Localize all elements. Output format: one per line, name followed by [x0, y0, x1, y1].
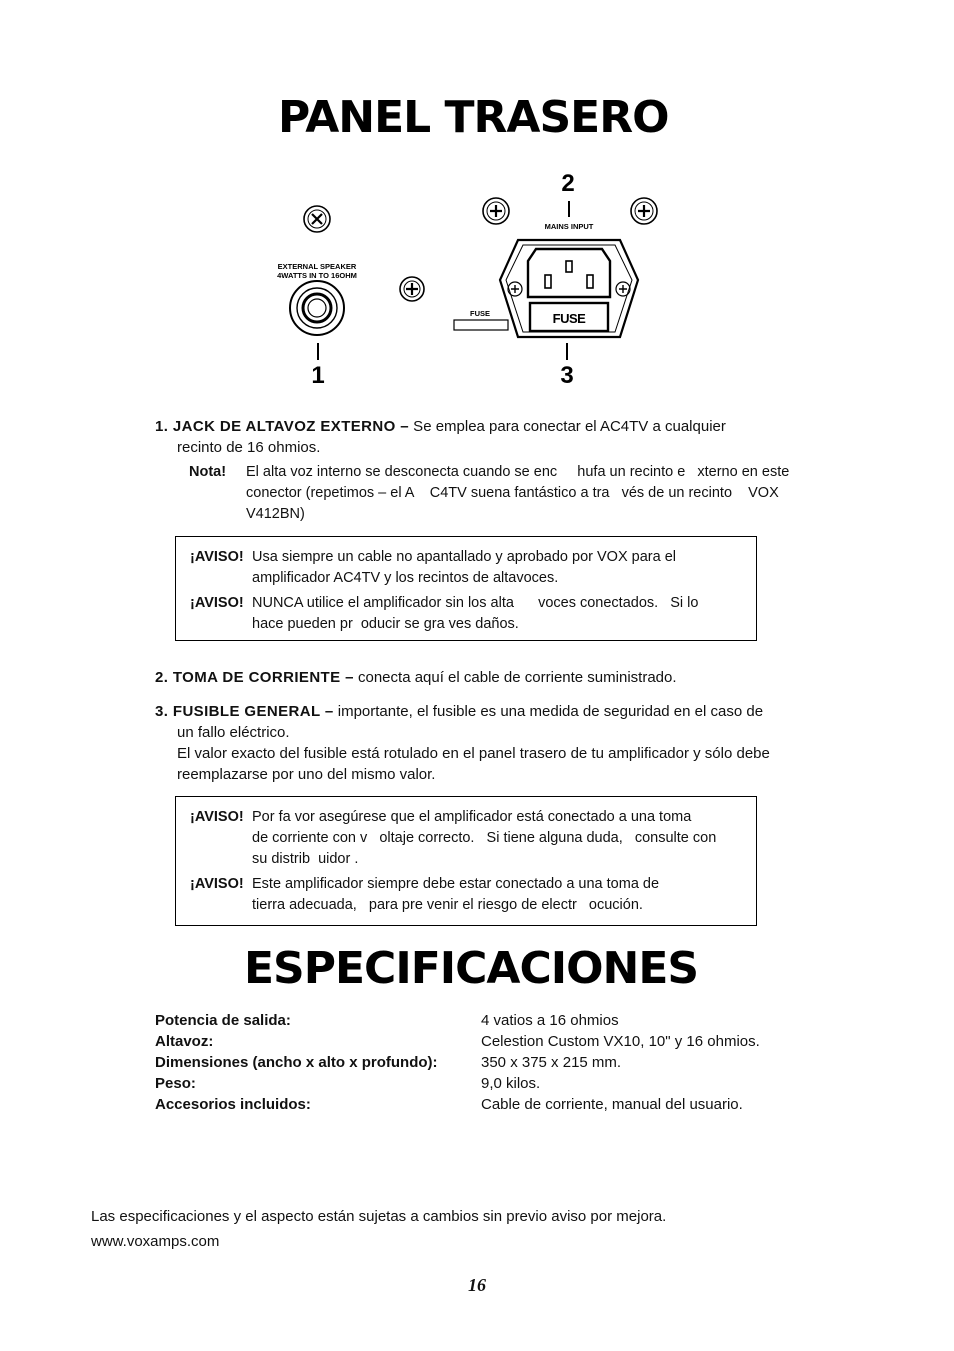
spec-label: Altavoz: [155, 1033, 214, 1050]
item-3-text-2: un fallo eléctrico. [177, 724, 290, 741]
aviso-text: Usa siempre un cable no apantallado y aprobado por VOX para el [252, 549, 676, 565]
aviso-text: hace pueden pr oducir se gra ves daños. [252, 616, 519, 632]
specs-title: ESPECIFICACIONES [244, 943, 699, 994]
rear-panel-diagram [250, 165, 670, 395]
aviso-text: Por fa vor asegúrese que el amplificador está conectado a una toma [252, 809, 692, 825]
note-line-3: V412BN) [246, 506, 305, 522]
mains-input-label: MAINS INPUT [544, 222, 594, 231]
aviso-text: Este amplificador siempre debe estar conectado a una toma de [252, 876, 660, 892]
spec-row [155, 1031, 760, 1052]
screw-icon [304, 206, 330, 232]
ext-speaker-label-1: EXTERNAL SPEAKER [277, 262, 357, 271]
callout-number-3: 3 [560, 362, 574, 389]
item-3-text-4: reemplazarse por uno del mismo valor. [177, 766, 436, 783]
spec-row [155, 1094, 743, 1115]
aviso-label: ¡AVISO! [190, 876, 244, 892]
page-title: PANEL TRASERO [278, 92, 669, 143]
spec-value: 350 x 375 x 215 mm. [481, 1054, 622, 1071]
item-3-text: importante, el fusible es una medida de seguridad en el caso de [333, 703, 764, 720]
speaker-jack-icon [290, 281, 344, 335]
item-1 [155, 416, 726, 437]
item-3 [155, 701, 763, 722]
specs-table [155, 1010, 855, 1120]
aviso-text: NUNCA utilice el amplificador sin los alta voces conectados. Si lo [252, 595, 699, 611]
spec-label: Dimensiones (ancho x alto x profundo): [155, 1054, 438, 1071]
screw-icon [631, 198, 657, 224]
item-2-text: conecta aquí el cable de corriente suministrado. [353, 669, 677, 686]
item-1-text: Se emplea para conectar el AC4TV a cualquier [409, 418, 726, 435]
spec-value: Celestion Custom VX10, 10" y 16 ohmios. [481, 1033, 760, 1050]
fuse-label: FUSE [469, 309, 491, 318]
ext-speaker-label-2: 4WATTS IN TO 16OHM [277, 271, 357, 280]
spec-row [155, 1010, 619, 1031]
aviso-label: ¡AVISO! [190, 595, 244, 611]
item-2-label: 2. TOMA DE CORRIENTE – [155, 669, 354, 686]
aviso-text: su distrib uidor . [252, 851, 359, 867]
aviso-text: de corriente con v oltaje correcto. Si tiene alguna duda, consulte con [252, 830, 717, 846]
fuse-rating-box [454, 320, 508, 330]
spec-value: 9,0 kilos. [481, 1075, 541, 1092]
callout-number-2: 2 [561, 170, 575, 197]
aviso-label: ¡AVISO! [190, 549, 244, 565]
fuse-holder-label: FUSE [552, 311, 586, 326]
aviso-label: ¡AVISO! [190, 809, 244, 825]
disclaimer: Las especificaciones y el aspecto están sujetas a cambios sin previo aviso por mejora. [91, 1208, 667, 1225]
item-3-text-3: El valor exacto del fusible está rotulado en el panel trasero de tu amplificador y sólo debe [177, 745, 770, 762]
spec-row [155, 1073, 540, 1094]
spec-label: Potencia de salida: [155, 1012, 291, 1029]
spec-value: Cable de corriente, manual del usuario. [481, 1096, 743, 1113]
note-line-1: El alta voz interno se desconecta cuando se enc hufa un recinto e xterno en este [246, 464, 790, 480]
item-1-label: 1. JACK DE ALTAVOZ EXTERNO – [155, 418, 410, 435]
aviso-text: amplificador AC4TV y los recintos de altavoces. [252, 570, 559, 586]
spec-label: Accesorios incluidos: [155, 1096, 311, 1113]
item-1-text-2: recinto de 16 ohmios. [177, 439, 321, 456]
spec-label: Peso: [155, 1075, 196, 1092]
item-3-label: 3. FUSIBLE GENERAL – [155, 703, 334, 720]
note-label: Nota! [189, 464, 227, 480]
website-link[interactable]: www.voxamps.com [91, 1233, 220, 1250]
spec-value: 4 vatios a 16 ohmios [481, 1012, 619, 1029]
page-number: 16 [468, 1275, 486, 1295]
screw-icon [483, 198, 509, 224]
note-line-2: conector (repetimos – el A C4TV suena fantástico a tra vés de un recinto VOX [246, 485, 779, 501]
spec-row [155, 1052, 621, 1073]
item-2 [155, 667, 677, 688]
screw-icon [400, 277, 424, 301]
aviso-text: tierra adecuada, para pre venir el riesgo de electr ocución. [252, 897, 643, 913]
callout-number-1: 1 [311, 362, 325, 389]
